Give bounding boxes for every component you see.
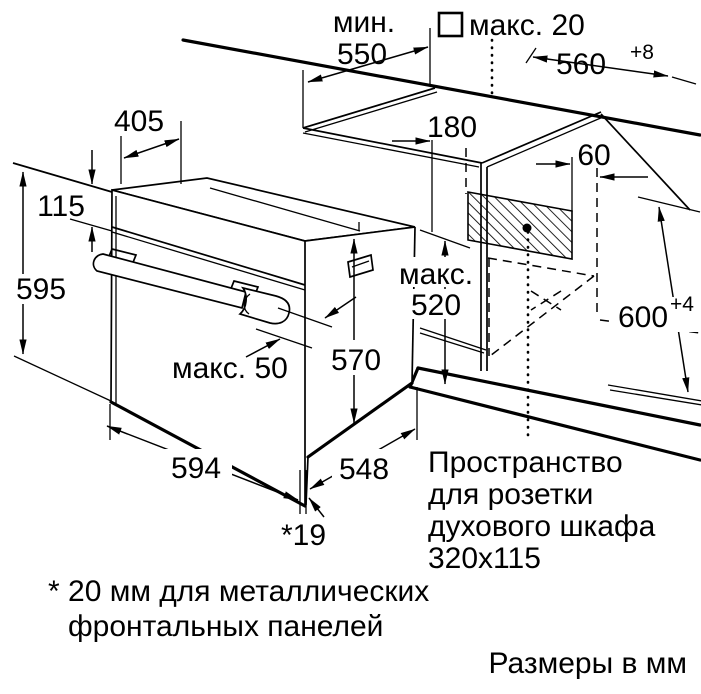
dim-405: [124, 139, 179, 158]
niche-top-extension: [638, 197, 700, 212]
footnote-line2: фронтальных панелей: [68, 610, 384, 643]
label-595: 595: [15, 273, 67, 306]
ext-560-right: [672, 77, 696, 84]
label-180: 180: [426, 111, 478, 144]
shelf-top-line: [420, 328, 486, 350]
dim-19-leader: [309, 498, 324, 517]
label-560: 560: [556, 48, 607, 81]
label-520: 520: [410, 289, 462, 322]
label-max50: макс. 50: [172, 352, 288, 385]
label-60: 60: [577, 139, 611, 172]
label-594: 594: [170, 452, 222, 485]
label-min: мин.: [332, 6, 396, 39]
shelf-extension-line-inner: [610, 390, 701, 405]
right-panel-top-edge: [601, 114, 690, 210]
worktop-side-edge-inner: [305, 92, 437, 132]
square-symbol: [439, 13, 462, 36]
socket-note-line3: духового шкафа: [428, 510, 656, 543]
label-570: 570: [330, 344, 382, 377]
niche-hidden-floor-diagonal: [490, 276, 594, 356]
footnote-line1: * 20 мм для металлических: [48, 575, 430, 608]
socket-space-hatched-area: [468, 192, 572, 259]
label-max20: макс. 20: [469, 9, 585, 42]
oven-top-extension-line: [13, 163, 112, 192]
label-max520-word: макс.: [398, 258, 474, 291]
label-19: *19: [281, 519, 327, 552]
label-115: 115: [37, 190, 85, 223]
niche-hidden-back-line: [488, 258, 594, 276]
label-600: 600: [618, 301, 669, 334]
units-note: Размеры в мм: [488, 647, 687, 680]
socket-note-line1: Пространство: [428, 446, 623, 479]
label-548: 548: [338, 453, 390, 486]
socket-note-line4: 320x115: [428, 542, 541, 575]
shelf-top-line-inner: [420, 333, 484, 353]
ext-560-left: [526, 48, 536, 63]
socket-point: [523, 224, 532, 233]
socket-note-line2: для розетки: [428, 478, 594, 511]
worktop-side-edge: [303, 88, 435, 128]
label-600-tolerance: +4: [670, 293, 694, 316]
label-550: 550: [336, 38, 388, 71]
ext-595-bottom: [14, 356, 111, 401]
label-405: 405: [113, 105, 165, 138]
shelf-front-top-edge: [418, 368, 700, 425]
label-560-tolerance: +8: [630, 41, 654, 64]
